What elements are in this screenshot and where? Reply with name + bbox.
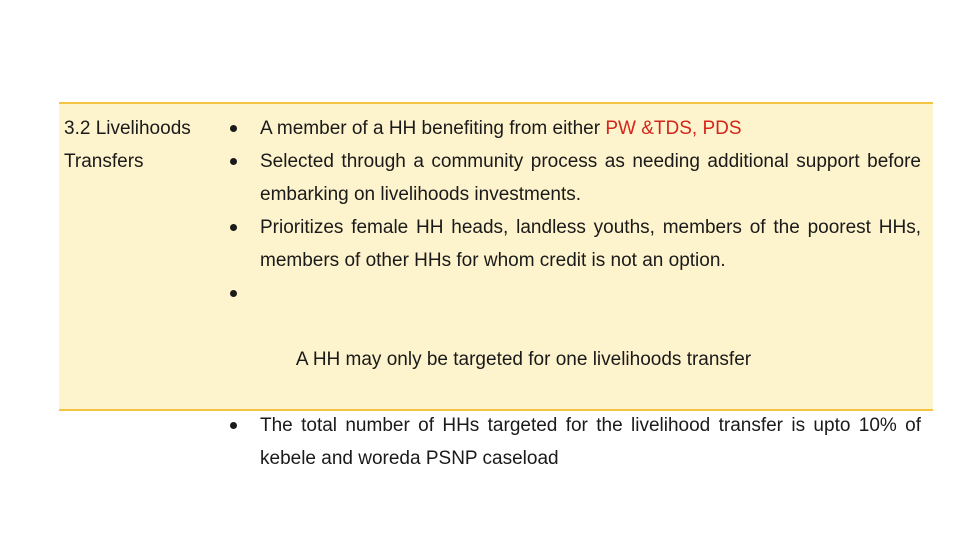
bullet-icon xyxy=(230,224,237,231)
list-item xyxy=(237,409,921,475)
list-item-text: A HH may only be targeted for one livelihoods transfer xyxy=(291,349,752,370)
list-item xyxy=(237,211,921,277)
bullet-icon xyxy=(230,290,237,297)
livelihood-transfers-table xyxy=(59,102,933,469)
row-label-line2: Transfers xyxy=(64,151,144,172)
bullet-icon xyxy=(230,422,237,429)
list-item-text: Prioritizes female HH heads, landless youths, members of the poorest HHs, members of other HHs for whom credit is not an option. xyxy=(260,217,921,271)
list-item-text: The total number of HHs targeted for the livelihood transfer is upto 10% of kebele and woreda PSNP caseload xyxy=(260,415,921,469)
bullet-icon xyxy=(230,125,237,132)
criteria-list xyxy=(237,112,921,475)
list-item-text: Selected through a community process as needing additional support before embarking on livelihoods investments. xyxy=(260,151,921,205)
row-label xyxy=(64,112,229,178)
bullet-icon xyxy=(230,158,237,165)
row-label-line1: 3.2 Livelihoods xyxy=(64,118,191,139)
list-item xyxy=(237,145,921,211)
list-item xyxy=(237,277,921,409)
list-item-highlight: PW &TDS, PDS xyxy=(605,118,742,139)
list-item-text: A member of a HH benefiting from either xyxy=(260,118,606,139)
list-item xyxy=(237,112,921,145)
